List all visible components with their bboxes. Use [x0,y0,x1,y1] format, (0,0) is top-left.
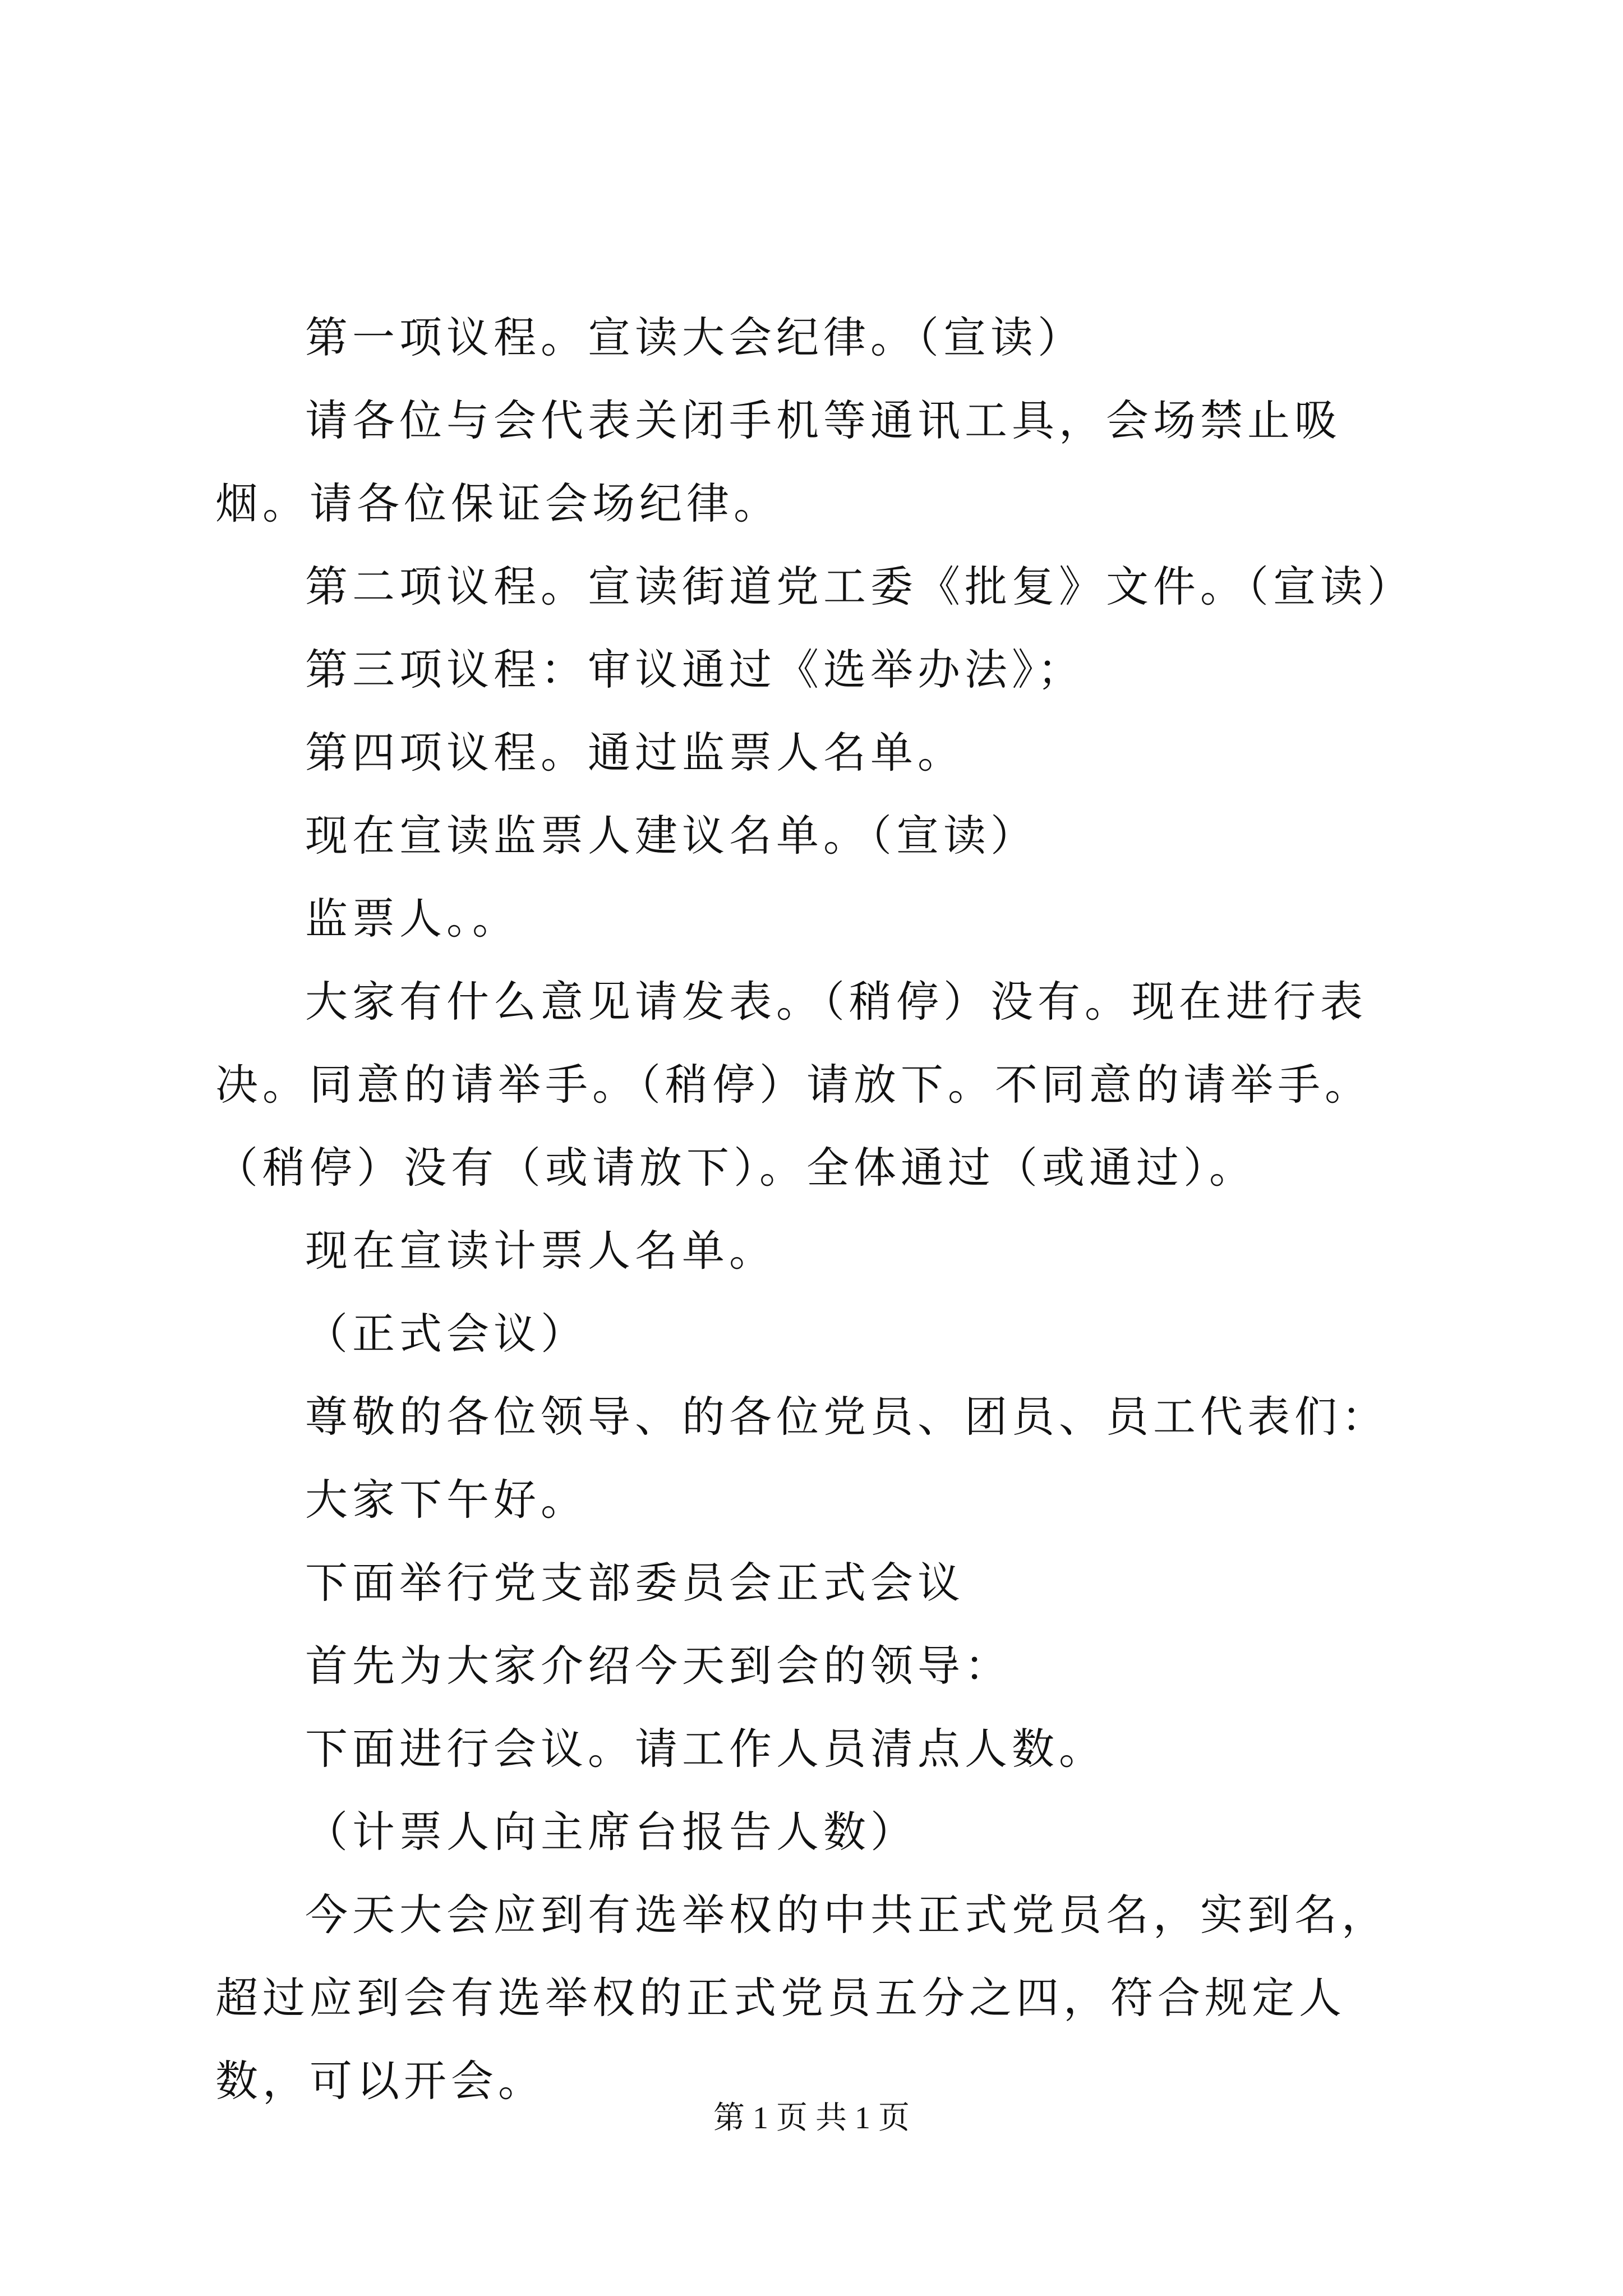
paragraph: 监票人。。 [305,894,519,944]
paragraph: 第四项议程。通过监票人名单。 [305,728,965,777]
paragraph: 大家下午好。 [305,1475,588,1525]
paragraph: 第三项议程：审议通过《选举办法》； [305,645,1085,694]
paragraph: 下面进行会议。请工作人员清点人数。 [305,1724,1106,1774]
paragraph: 现在宣读计票人名单。 [305,1226,776,1276]
paragraph: 尊敬的各位领导、的各位党员、团员、员工代表们： [305,1392,1389,1442]
document-body [215,296,1427,2123]
paragraph: 现在宣读监票人建议名单。（宣读） [305,811,1038,861]
paragraph: 第二项议程。宣读街道党工委《批复》文件。（宣读） [305,562,1414,611]
paragraph: 下面举行党支部委员会正式会议 [305,1558,965,1608]
page-footer: 第 1 页 共 1 页 [713,2101,910,2136]
paragraph: 大家有什么意见请发表。（稍停）没有。现在进行表决。同意的请举手。（稍停）请放下。不同意的请举手。（稍停）没有（或请放下）。全体通过（或通过）。 [215,977,1372,1193]
paragraph: 第一项议程。宣读大会纪律。（宣读） [305,312,1085,362]
paragraph: 今天大会应到有选举权的中共正式党员名，实到名，超过应到会有选举权的正式党员五分之四，符合规定人数，可以开会。 [215,1890,1389,2106]
paragraph: 请各位与会代表关闭手机等通讯工具，会场禁止吸烟。请各位保证会场纪律。 [215,395,1341,528]
paragraph: 首先为大家介绍今天到会的领导： [305,1641,1012,1691]
paragraph: （计票人向主席台报告人数） [305,1807,917,1857]
paragraph: （正式会议） [305,1309,588,1359]
